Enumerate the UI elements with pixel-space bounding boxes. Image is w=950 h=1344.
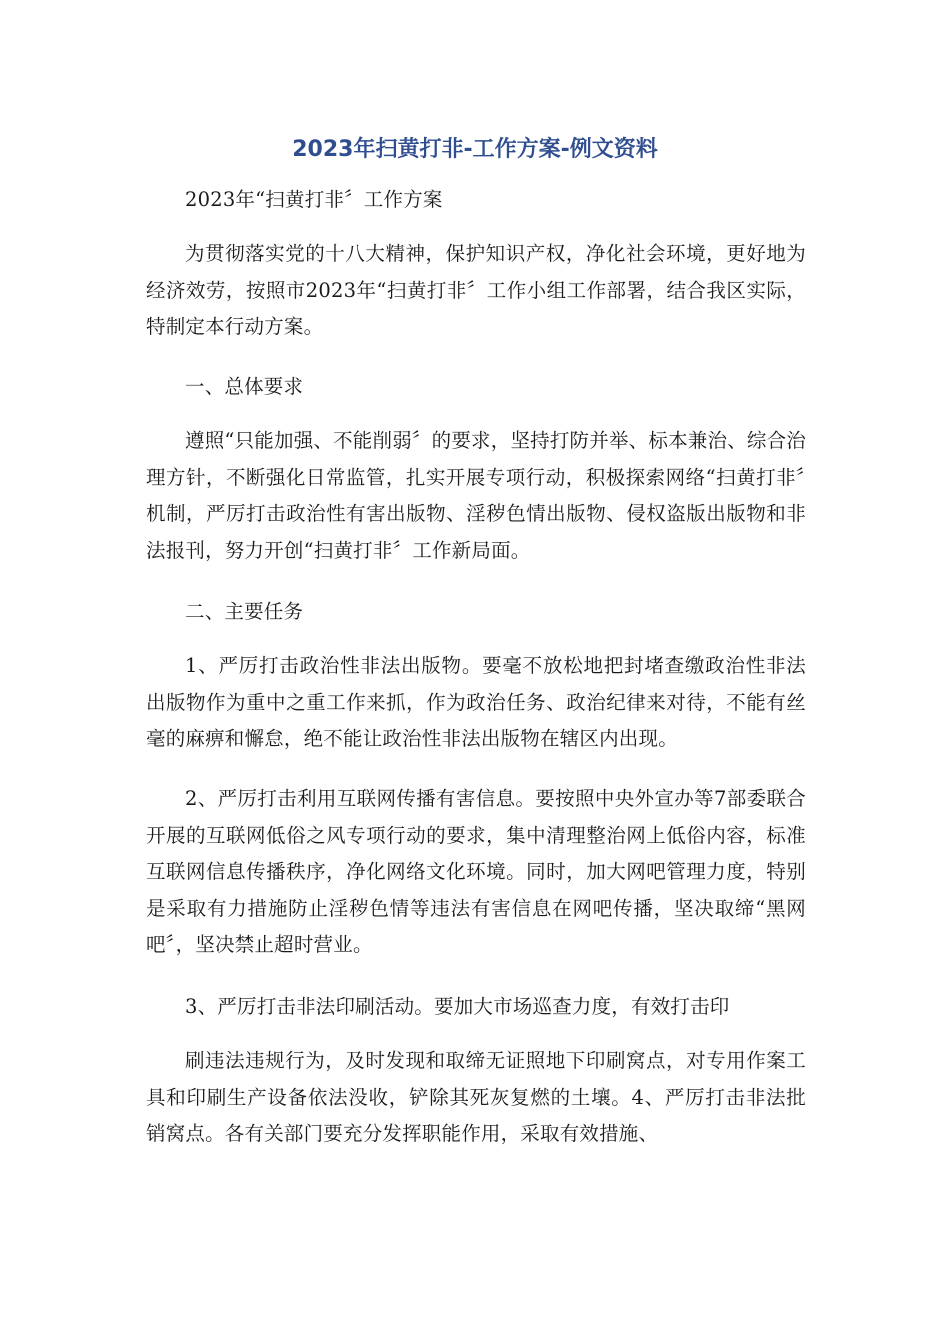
section1-heading: 一、总体要求 [185, 375, 304, 398]
document-title: 2023年扫黄打非-工作方案-例文资料 [292, 137, 658, 162]
intro-paragraph: 为贯彻落实党的十八大精神，保护知识产权，净化社会环境，更好地为经济效劳，按照市2023年“扫黄打非〞工作小组工作部署，结合我区实际，特制定本行动方案。 [146, 242, 806, 338]
section2-heading: 二、主要任务 [185, 600, 304, 623]
task2-paragraph: 2、严厉打击利用互联网传播有害信息。要按照中央外宣办等7部委联合开展的互联网低俗之风专项行动的要求，集中清理整治网上低俗内容，标准互联网信息传播秩序，净化网络文化环境。同时，加大网吧管理力度，特别是采取有力措施防止淫秽色情等违法有害信息在网吧传播，坚决取缔“黑网吧〞，坚决禁止超时营业。 [146, 787, 806, 956]
task1-paragraph: 1、严厉打击政治性非法出版物。要毫不放松地把封堵查缴政治性非法出版物作为重中之重工作来抓，作为政治任务、政治纪律来对待，不能有丝毫的麻痹和懈怠，绝不能让政治性非法出版物在辖区内出现。 [146, 654, 806, 750]
task3-paragraph-start: 3、严厉打击非法印刷活动。要加大市场巡查力度，有效打击印 [185, 995, 730, 1018]
task3-paragraph-continued: 刷违法违规行为，及时发现和取缔无证照地下印刷窝点，对专用作案工具和印刷生产设备依法没收，铲除其死灰复燃的土壤。4、严厉打击非法批销窝点。各有关部门要充分发挥职能作用，采取有效措施、 [146, 1049, 806, 1145]
document-subtitle: 2023年“扫黄打非〞工作方案 [185, 188, 443, 211]
section1-paragraph: 遵照“只能加强、不能削弱〞的要求，坚持打防并举、标本兼治、综合治理方针，不断强化日常监管，扎实开展专项行动，积极探索网络“扫黄打非〞机制，严厉打击政治性有害出版物、淫秽色情出版物、侵权盗版出版物和非法报刊，努力开创“扫黄打非〞工作新局面。 [146, 429, 806, 562]
